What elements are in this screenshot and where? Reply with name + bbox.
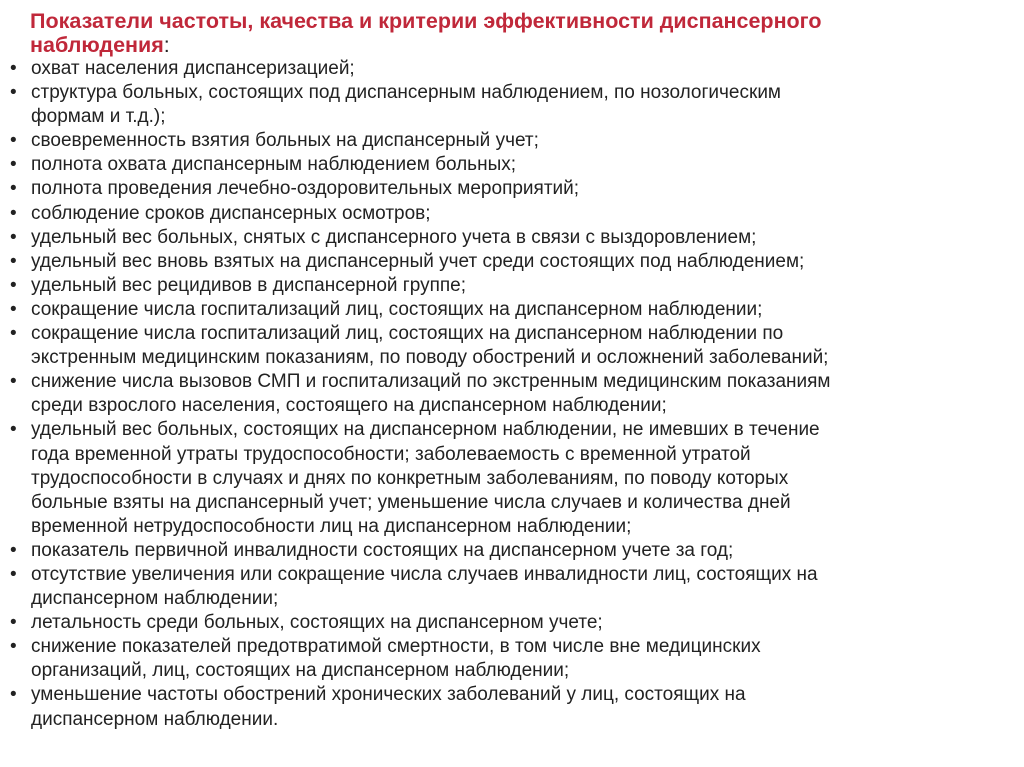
bullet-icon: • [10,612,17,634]
list-item [10,418,1000,538]
list-item-text: удельный вес рецидивов в диспансерной группе; [31,274,467,296]
bullet-icon: • [10,684,17,706]
list-item-text: уменьшение частоты обострений хронических заболеваний у лиц, состоящих на диспансерном наблюдении. [31,684,746,730]
bullet-icon: • [10,154,17,176]
bullet-icon: • [10,130,17,152]
list-item [10,57,1000,81]
list-item [10,274,1000,298]
list-item-text: охват населения диспансеризацией; [31,58,355,79]
list-item-text: сокращение числа госпитализаций лиц, состоящих на диспансерном наблюдении по экстренным медицинским показаниям, по поводу обострений и осложнений заболеваний; [31,323,829,369]
slide-title [30,9,990,57]
list-item [10,153,1000,177]
bullet-icon: • [10,298,17,320]
list-item-text: показатель первичной инвалидности состоящих на диспансерном учете за год; [31,539,734,561]
list-item [10,250,1000,274]
list-item-text: соблюдение сроков диспансерных осмотров; [31,202,431,224]
list-item-text: полнота охвата диспансерным наблюдением больных; [31,154,517,176]
list-item-text: отсутствие увеличения или сокращение числа случаев инвалидности лиц, состоящих на диспансерном наблюдении; [31,563,818,610]
bullet-icon: • [10,419,17,441]
slide-title-text: Показатели частоты, качества и критерии эффективности диспансерного наблюдения [30,9,822,57]
bullet-icon: • [10,274,17,296]
criteria-list [10,57,1000,732]
list-item-text: удельный вес вновь взятых на диспансерный учет среди состоящих под наблюдением; [31,250,805,272]
bullet-icon: • [10,563,17,585]
list-item [10,177,1000,201]
slide-title-colon: : [163,33,170,57]
list-item-text: удельный вес больных, снятых с диспансерного учета в связи с выздоровлением; [31,226,757,248]
list-item-text: снижение показателей предотвратимой смертности, в том числе вне медицинских организаций, лиц, состоящих на диспансерном наблюдении; [31,636,761,682]
list-item [10,202,1000,226]
bullet-icon: • [10,539,17,561]
bullet-icon: • [10,323,17,345]
list-item [10,370,1000,418]
list-item-text: своевременность взятия больных на диспансерный учет; [31,130,539,152]
bullet-icon: • [10,82,17,104]
list-item-text: сокращение числа госпитализаций лиц, состоящих на диспансерном наблюдении; [31,298,763,320]
list-item [10,635,1000,683]
list-item [10,298,1000,322]
list-item-text: снижение числа вызовов СМП и госпитализаций по экстренным медицинским показаниям среди взрослого населения, состоящего на диспансерном наблюдении; [31,371,831,417]
bullet-icon: • [10,58,17,79]
list-item [10,563,1000,611]
bullet-icon: • [10,202,17,224]
bullet-icon: • [10,636,17,658]
list-item [10,611,1000,635]
bullet-icon: • [10,226,17,248]
bullet-icon: • [10,178,17,200]
list-item [10,683,1000,731]
list-item [10,226,1000,250]
list-item [10,129,1000,153]
list-item-text: летальность среди больных, состоящих на диспансерном учете; [31,612,603,634]
list-item [10,539,1000,563]
list-item-text: структура больных, состоящих под диспансерным наблюдением, по нозологическим формам и т.д.); [31,82,781,128]
list-item [10,81,1000,129]
bullet-icon: • [10,371,17,393]
bullet-icon: • [10,250,17,272]
list-item-text: полнота проведения лечебно-оздоровительных мероприятий; [31,178,580,200]
list-item [10,322,1000,370]
list-item-text: удельный вес больных, состоящих на диспансерном наблюдении, не имевших в течение года временной утраты трудоспособности; заболеваемость с временной утратой трудоспособности в случаях и днях по конкретным заболеваниям, по поводу которых больные взяты на диспансерный учет; уменьшение числа случаев и количества дней временной нетрудоспособности лиц на диспансерном наблюдении; [31,419,820,537]
